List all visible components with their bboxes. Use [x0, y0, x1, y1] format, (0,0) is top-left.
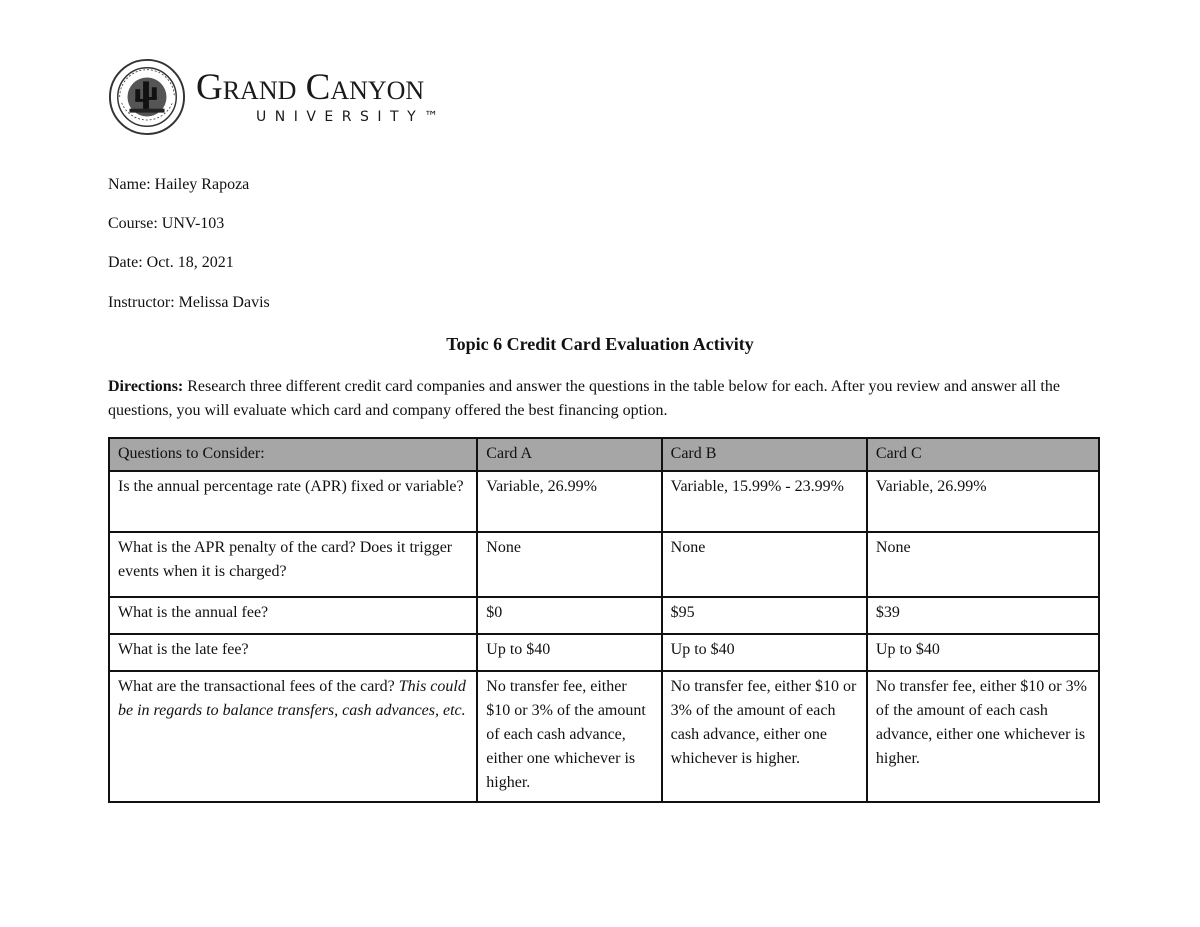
card-a-cell: None — [477, 532, 661, 597]
card-c-cell: $39 — [867, 597, 1099, 634]
question-cell: Is the annual percentage rate (APR) fixed or variable? — [109, 471, 477, 532]
student-name: Name: Hailey Rapoza — [108, 176, 250, 193]
table-row — [109, 532, 1099, 597]
card-c-cell: No transfer fee, either $10 or 3% of the amount of each cash advance, either one whichever is higher. — [867, 671, 1099, 802]
directions-text: Research three different credit card companies and answer the questions in the table below for each. After you review and answer all the questions, you will evaluate which card and company offered the best financing option. — [108, 378, 1060, 419]
card-b-cell: None — [662, 532, 867, 597]
question-note: This could be in regards to balance transfers, cash advances, etc. — [118, 678, 466, 719]
card-a-cell: Up to $40 — [477, 634, 661, 671]
table-header-row — [109, 438, 1099, 471]
table-row — [109, 597, 1099, 634]
table-row — [109, 471, 1099, 532]
table-row — [109, 634, 1099, 671]
university-logo — [108, 58, 447, 136]
header-card-b: Card B — [662, 438, 867, 471]
card-a-cell: $0 — [477, 597, 661, 634]
question-text: What are the transactional fees of the card? — [118, 678, 395, 695]
university-name: Grand Canyon — [196, 67, 425, 108]
card-a-cell: Variable, 26.99% — [477, 471, 661, 532]
date-line: Date: Oct. 18, 2021 — [108, 254, 234, 271]
credit-card-evaluation-table — [108, 437, 1100, 803]
document-title: Topic 6 Credit Card Evaluation Activity — [446, 334, 754, 354]
card-b-cell: No transfer fee, either $10 or 3% of the amount of each cash advance, either one whichever is higher. — [662, 671, 867, 802]
card-b-cell: Variable, 15.99% - 23.99% — [662, 471, 867, 532]
card-c-cell: Up to $40 — [867, 634, 1099, 671]
header-card-c: Card C — [867, 438, 1099, 471]
university-subtitle: UNIVERSITY™ — [256, 109, 447, 125]
header-questions: Questions to Consider: — [109, 438, 477, 471]
instructor-line: Instructor: Melissa Davis — [108, 294, 270, 311]
card-a-cell: No transfer fee, either $10 or 3% of the amount of each cash advance, either one whichever is higher. — [477, 671, 661, 802]
question-cell: What is the APR penalty of the card? Does it trigger events when it is charged? — [109, 532, 477, 597]
directions-paragraph — [108, 375, 1098, 423]
question-cell: What is the late fee? — [109, 634, 477, 671]
table-row — [109, 671, 1099, 802]
card-c-cell: None — [867, 532, 1099, 597]
card-b-cell: Up to $40 — [662, 634, 867, 671]
header-card-a: Card A — [477, 438, 661, 471]
university-seal-icon — [108, 58, 186, 136]
card-b-cell: $95 — [662, 597, 867, 634]
question-cell — [109, 671, 477, 802]
card-c-cell: Variable, 26.99% — [867, 471, 1099, 532]
directions-label: Directions: — [108, 378, 184, 395]
question-cell: What is the annual fee? — [109, 597, 477, 634]
course-line: Course: UNV-103 — [108, 215, 225, 232]
